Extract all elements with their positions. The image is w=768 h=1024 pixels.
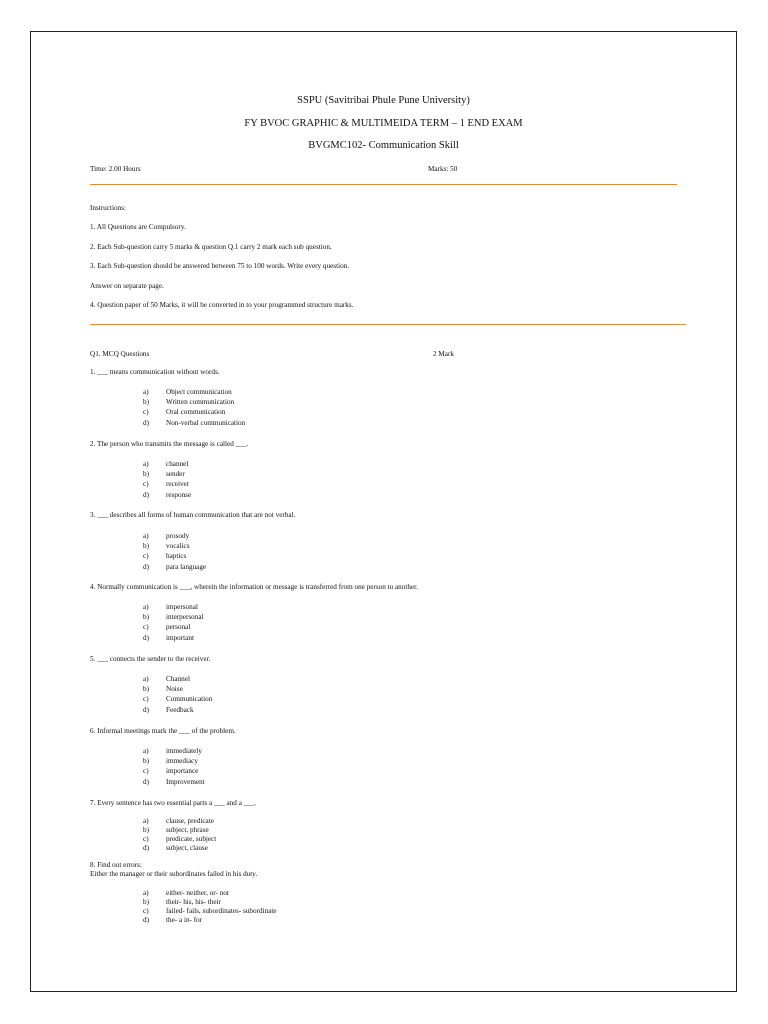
option-list: [143, 602, 204, 643]
option-list: [143, 817, 216, 853]
option-item: [143, 916, 277, 925]
option-text: sender: [166, 470, 185, 479]
option-text: response: [166, 490, 192, 499]
option-letter: a): [143, 747, 149, 755]
option-item: [143, 889, 277, 898]
section-title: Q1. MCQ Questions: [90, 350, 150, 358]
option-item: [143, 531, 206, 541]
option-item: [143, 479, 191, 489]
option-letter: d): [143, 705, 149, 714]
option-text: Object communication: [166, 388, 232, 396]
option-text: channel: [166, 460, 189, 468]
option-letter: d): [143, 418, 149, 427]
option-item: [143, 898, 277, 907]
instruction-line: 1. All Questions are Compulsory.: [90, 223, 186, 231]
option-text: Non-verbal communication: [166, 418, 246, 427]
option-letter: b): [143, 398, 149, 407]
divider: [90, 324, 686, 325]
option-item: [143, 746, 205, 756]
question-text: 1. ___ means communication without words.: [90, 368, 220, 376]
option-letter: b): [143, 542, 149, 551]
option-item: [143, 602, 204, 612]
option-letter: a): [143, 889, 149, 897]
instruction-line: 3. Each Sub-question should be answered between 75 to 100 words. Write every question.: [90, 262, 350, 270]
question-sentence: Either the manager or their subordinates failed in his duty.: [90, 870, 258, 878]
option-item: [143, 397, 245, 407]
section-marks: 2 Mark: [433, 350, 454, 358]
option-letter: a): [143, 460, 149, 468]
option-letter: a): [143, 817, 149, 825]
instruction-line: 2. Each Sub-question carry 5 marks & question Q.1 carry 2 mark each sub question.: [90, 243, 332, 251]
option-item: [143, 756, 205, 766]
option-letter: b): [143, 685, 149, 694]
option-item: [143, 541, 206, 551]
option-letter: c): [143, 835, 149, 843]
option-letter: b): [143, 826, 149, 834]
university-title: SSPU (Savitribai Phule Pune University): [297, 95, 470, 106]
option-item: [143, 407, 245, 417]
option-text: Communication: [166, 695, 213, 704]
option-item: [143, 844, 216, 853]
question-text: 3. ___ describes all forms of human communication that are not verbal.: [90, 511, 296, 519]
option-text: failed- fails, subordinates- subordinate: [166, 907, 277, 915]
option-text: interpersonal: [166, 613, 204, 622]
option-list: [143, 889, 277, 925]
option-letter: c): [143, 907, 149, 915]
option-item: [143, 633, 204, 643]
option-text: Channel: [166, 675, 190, 683]
option-text: predicate, subject: [166, 835, 217, 843]
option-item: [143, 551, 206, 561]
option-text: immediacy: [166, 757, 198, 766]
question-text: 8. Find out errors:: [90, 861, 142, 869]
option-item: [143, 674, 212, 684]
option-text: vocalics: [166, 542, 190, 551]
exam-paper: [30, 31, 737, 992]
option-item: [143, 469, 191, 479]
option-list: [143, 674, 212, 715]
exam-marks: Marks: 50: [428, 165, 458, 173]
option-item: [143, 777, 205, 787]
option-letter: d): [143, 916, 149, 924]
option-item: [143, 622, 204, 632]
option-text: important: [166, 633, 194, 642]
option-list: [143, 459, 191, 500]
option-text: impersonal: [166, 603, 198, 611]
question-text: 6. Informal meetings mark the ___ of the problem.: [90, 727, 236, 735]
option-letter: b): [143, 470, 149, 479]
option-text: prosody: [166, 532, 190, 540]
option-item: [143, 817, 216, 826]
option-item: [143, 835, 216, 844]
option-text: the- a in- for: [166, 916, 203, 924]
exam-time: Time: 2.00 Hours: [90, 165, 141, 173]
option-letter: d): [143, 490, 149, 499]
instructions-title: Instructions:: [90, 204, 126, 212]
option-letter: c): [143, 552, 149, 561]
option-text: importance: [166, 767, 199, 776]
option-item: [143, 490, 191, 500]
option-list: [143, 387, 245, 428]
question-text: 4. Normally communication is ___, wherein the information or message is transferred from one person to another.: [90, 583, 418, 591]
option-item: [143, 766, 205, 776]
option-item: [143, 612, 204, 622]
option-text: haptics: [166, 552, 187, 561]
option-item: [143, 562, 206, 572]
option-letter: d): [143, 562, 149, 571]
divider: [90, 184, 677, 185]
option-item: [143, 418, 245, 428]
option-letter: d): [143, 633, 149, 642]
option-text: immediately: [166, 747, 202, 755]
option-text: their- his, his- their: [166, 898, 221, 906]
option-letter: b): [143, 613, 149, 622]
option-item: [143, 705, 212, 715]
option-item: [143, 907, 277, 916]
option-letter: a): [143, 388, 149, 396]
option-letter: b): [143, 898, 149, 906]
option-letter: b): [143, 757, 149, 766]
option-text: clause, predicate: [166, 817, 214, 825]
option-letter: c): [143, 767, 149, 776]
option-letter: c): [143, 408, 149, 417]
option-text: Improvement: [166, 777, 205, 786]
option-text: subject, phrase: [166, 826, 209, 834]
option-letter: a): [143, 675, 149, 683]
question-text: 7. Every sentence has two essential parts a ___ and a ___.: [90, 799, 257, 807]
option-list: [143, 531, 206, 572]
question-text: 5. ___ connects the sender to the receiver.: [90, 655, 211, 663]
question-text: 2. The person who transmits the message is called ___.: [90, 440, 249, 448]
option-item: [143, 684, 212, 694]
option-text: Noise: [166, 685, 183, 694]
option-letter: a): [143, 532, 149, 540]
option-text: para language: [166, 562, 207, 571]
option-item: [143, 459, 191, 469]
option-text: Oral communication: [166, 408, 226, 417]
option-item: [143, 694, 212, 704]
option-text: receiver: [166, 480, 190, 489]
option-text: personal: [166, 623, 191, 632]
option-letter: d): [143, 777, 149, 786]
instruction-line: 4. Question paper of 50 Marks, it will be converted in to your programmed structure marks.: [90, 301, 354, 309]
option-item: [143, 826, 216, 835]
option-text: Feedback: [166, 705, 194, 714]
option-letter: c): [143, 480, 149, 489]
instruction-line: Answer on separate page.: [90, 282, 164, 290]
exam-title: FY BVOC GRAPHIC & MULTIMEIDA TERM – 1 END EXAM: [244, 118, 523, 129]
option-letter: c): [143, 695, 149, 704]
course-title: BVGMC102- Communication Skill: [308, 140, 459, 151]
option-list: [143, 746, 205, 787]
option-item: [143, 387, 245, 397]
option-text: either- neither, or- nor: [166, 889, 230, 897]
option-letter: d): [143, 844, 149, 852]
option-letter: c): [143, 623, 149, 632]
option-letter: a): [143, 603, 149, 611]
option-text: subject, clause: [166, 844, 208, 852]
option-text: Written communication: [166, 398, 235, 407]
